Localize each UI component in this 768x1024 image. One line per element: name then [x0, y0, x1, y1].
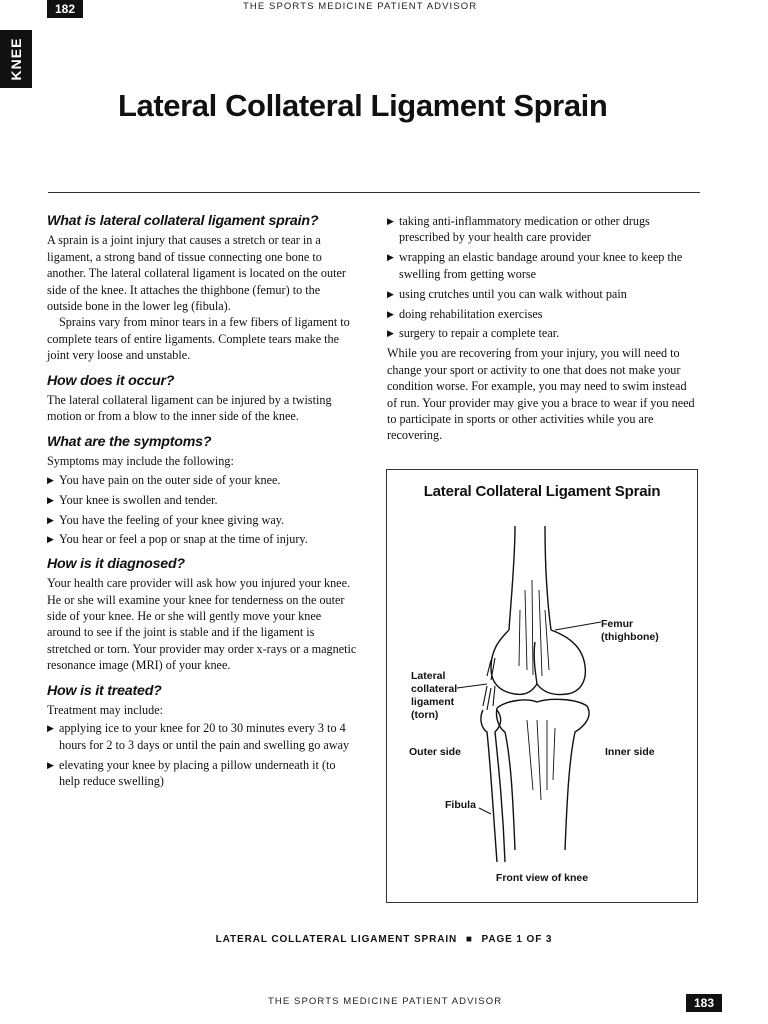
- bullet-icon: ▶: [387, 288, 394, 299]
- femur-leader: [555, 622, 601, 630]
- running-head-top: THE SPORTS MEDICINE PATIENT ADVISOR: [243, 1, 478, 12]
- bullet-icon: ▶: [47, 534, 54, 545]
- bullet-icon: ▶: [387, 308, 394, 319]
- list-item: ▶ doing rehabilitation exercises: [387, 306, 543, 321]
- diagnosed-paragraph: Your health care provider will ask how you injured your knee. He or she will examine your knee for tenderness on the outer side of your knee. He or she will gently move your knee around to see if the joint is stable and if the ligament is stretched or torn. Your provider may order x-rays or a magnetic resonance image (MRI) of your knee.: [47, 576, 357, 673]
- footer-page: PAGE 1 OF 3: [481, 934, 553, 945]
- label-inner-side: Inner side: [605, 746, 655, 758]
- running-head-bottom: THE SPORTS MEDICINE PATIENT ADVISOR: [268, 996, 503, 1007]
- femur-condyles: [491, 630, 585, 695]
- how-occur-paragraph: The lateral collateral ligament can be injured by a twisting motion or from a blow to the inner side of the knee.: [47, 393, 332, 424]
- footer-section: LATERAL COLLATERAL LIGAMENT SPRAIN: [215, 934, 458, 945]
- list-item: ▶ Your knee is swollen and tender.: [47, 492, 218, 507]
- list-item: ▶ surgery to repair a complete tear.: [387, 326, 560, 341]
- femur-notch: [534, 642, 537, 684]
- bullet-icon: ▶: [387, 216, 394, 226]
- figure-title: Lateral Collateral Ligament Sprain: [423, 483, 661, 500]
- knee-figure: [386, 469, 698, 903]
- label-fibula: Fibula: [445, 799, 476, 811]
- list-item: ▶ taking anti-inflammatory medication or other drugs prescribed by your health care provider: [387, 214, 650, 245]
- treated-intro: Treatment may include:: [47, 703, 163, 718]
- list-item: ▶ You hear or feel a pop or snap at the time of injury.: [47, 532, 308, 547]
- what-is-paragraph-1: A sprain is a joint injury that causes a stretch or tear in a ligament, a strong band of tissue connecting one bone to another. The lateral collateral ligament is located on the outer side of the knee. It attaches the thighbone (femur) to the outside bone in the lower leg (fibula).: [47, 233, 346, 314]
- list-item: ▶ You have the feeling of your knee giving way.: [47, 512, 285, 527]
- femur-shaft: [509, 526, 551, 630]
- recovery-paragraph: While you are recovering from your injury, you will need to change your sport or activity to one that does not make your condition worse. For example, you may need to swim instead of run. Your provider may give you a brace to wear if you need to participate in sports or other activities while you are recovering.: [387, 346, 695, 443]
- figure-caption: Front view of knee: [495, 872, 589, 884]
- bullet-icon: ▶: [47, 474, 54, 485]
- list-item: ▶ using crutches until you can walk without pain: [387, 286, 627, 301]
- bullet-icon: ▶: [47, 494, 54, 505]
- bullet-icon: ▶: [387, 328, 394, 339]
- symptoms-intro: Symptoms may include the following:: [47, 454, 234, 469]
- list-item: ▶ wrapping an elastic bandage around your knee to keep the swelling from getting worse: [387, 250, 683, 281]
- fibula: [481, 710, 505, 862]
- page-title: Lateral Collateral Ligament Sprain: [118, 88, 608, 123]
- treatment-list: [47, 720, 357, 789]
- side-tab-label: KNEE: [8, 37, 24, 81]
- side-tab: [0, 30, 32, 88]
- lcl-leader: [457, 684, 487, 688]
- list-item: ▶ elevating your knee by placing a pillow underneath it (to help reduce swelling): [47, 757, 336, 789]
- fibula-leader: [479, 808, 491, 814]
- heading-diagnosed: How is it diagnosed?: [47, 555, 185, 572]
- list-item: ▶ You have pain on the outer side of your knee.: [47, 472, 281, 487]
- heading-what-is: What is lateral collateral ligament sprain?: [47, 213, 319, 229]
- symptoms-list: [47, 472, 357, 548]
- label-femur: Femur (thighbone): [601, 618, 659, 643]
- heading-treated: How is it treated?: [47, 682, 162, 699]
- bullet-icon: ▶: [47, 514, 54, 525]
- bullet-icon: ▶: [47, 723, 54, 734]
- label-lateral-collateral-ligament: Lateral collateral ligament (torn): [411, 670, 458, 721]
- bullet-icon: ▶: [47, 759, 54, 770]
- what-is-paragraph-2: Sprains vary from minor tears in a few fibers of ligament to complete tears of entire ligaments. Complete tears make the joint very loose and unstable.: [47, 315, 350, 363]
- heading-symptoms: What are the symptoms?: [47, 433, 212, 450]
- tibia-shading: [527, 720, 555, 800]
- heading-how-occur: How does it occur?: [47, 372, 175, 389]
- footer-section-line: [0, 934, 768, 945]
- tibia: [497, 699, 589, 850]
- treatment-list-continued: [387, 213, 699, 342]
- left-column: [47, 213, 357, 793]
- label-outer-side: Outer side: [409, 746, 461, 758]
- footer-square-icon: ■: [465, 934, 473, 945]
- left-page-number: 182: [47, 0, 83, 18]
- right-column: [387, 213, 699, 444]
- bullet-icon: ▶: [387, 252, 394, 263]
- title-rule: [48, 192, 700, 193]
- list-item: ▶ applying ice to your knee for 20 to 30 minutes every 3 to 4 hours for 2 to 3 days or until the pain and swelling go away: [47, 721, 350, 752]
- right-page-number: 183: [686, 994, 722, 1012]
